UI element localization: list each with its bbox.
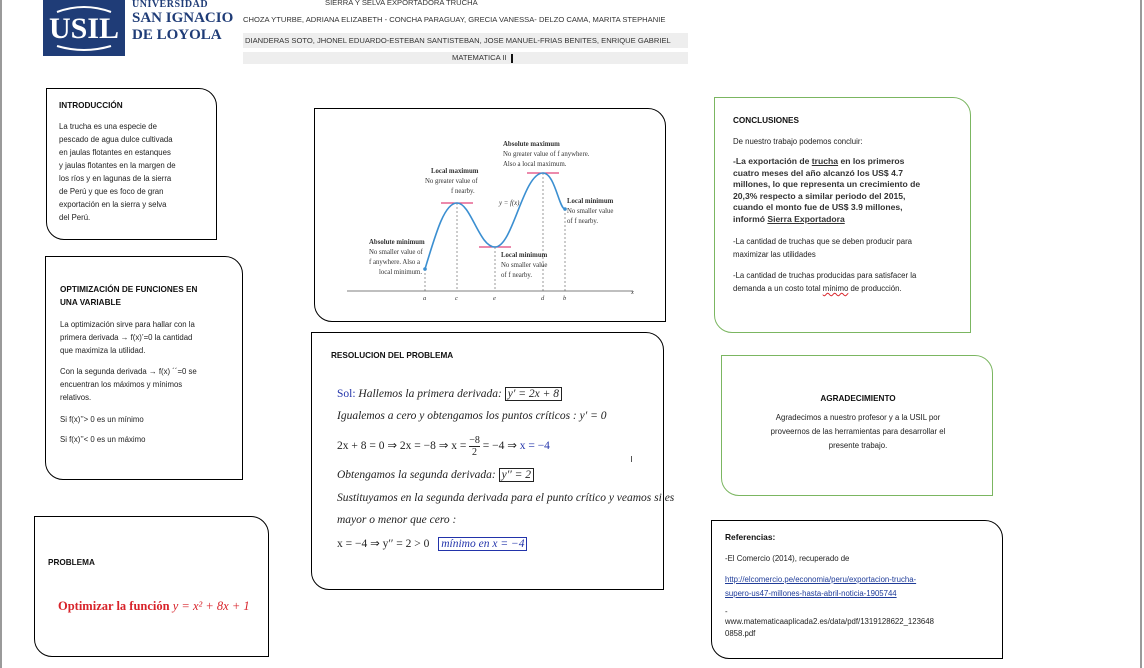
intro-text: [59, 120, 214, 224]
optimizacion-p2-line: Con la segunda derivada → f(x) ´´=0 se: [60, 367, 197, 376]
minimum-result-box: mínimo en x = −4: [438, 537, 527, 551]
optimizacion-rule-max: Si f(x)’’< 0 es un máximo: [60, 435, 146, 444]
university-line2: DE LOYOLA: [132, 27, 222, 43]
math-line-3: [337, 435, 550, 458]
math-line-5: Sustituyamos en la segunda derivada para el punto crítico y veamos si es: [337, 492, 675, 504]
intro-line: y jaulas flotantes en la margen de: [59, 161, 176, 170]
referencias-item-1: -El Comercio (2014), recuperado de: [725, 554, 850, 563]
extrema-graph: [333, 129, 649, 311]
conclusiones-bold-line: cuando el monto fue de US$ 3.9 millones,: [733, 202, 903, 213]
graph-box: [314, 108, 666, 322]
loc-min-center-title: Local minimum: [501, 252, 548, 259]
intro-line: exportación en la sierra y selva: [59, 200, 167, 209]
dashed-guides: [425, 173, 565, 291]
optimizacion-title-line1: OPTIMIZACIÓN DE FUNCIONES EN: [60, 285, 198, 294]
agradecimiento-line: Agradecimos a nuestro profesor y a la USIL por: [775, 413, 941, 422]
math-line-3-b: = −4 ⇒: [482, 440, 520, 453]
math-line-3-a: 2x + 8 = 0 ⇒ 2x = −8 ⇒ x =: [337, 440, 470, 453]
header-title-fragment: SIERRA Y SELVA EXPORTADORA TRUCHA: [325, 0, 478, 7]
math-line-1: [337, 388, 562, 400]
university-small: UNIVERSIDAD: [132, 0, 209, 10]
abs-min-line: No smaller value of: [369, 249, 423, 256]
intro-line: en jaulas flotantes en estanques: [59, 148, 171, 157]
text-span: informó: [733, 213, 768, 224]
optimizacion-p1-line: La optimización sirve para hallar con la: [60, 320, 195, 329]
text-span-underlined: trucha: [811, 156, 839, 166]
endpoint-a: [423, 267, 427, 271]
abs-max-line: No greater value of f anywhere.: [503, 151, 590, 158]
intro-title: INTRODUCCIÓN: [59, 101, 123, 110]
agradecimiento-line: proveernos de las herramientas para desarrollar el: [770, 427, 946, 436]
optimizacion-p2: [60, 365, 197, 404]
conclusiones-p2-line: maximizar las utilidades: [733, 250, 816, 259]
abs-max-line: Also a local maximum.: [503, 161, 567, 168]
conclusiones-p3: [733, 269, 916, 295]
conclusiones-title: CONCLUSIONES: [733, 116, 799, 125]
loc-max-line: f nearby.: [451, 188, 475, 195]
course-name: MATEMATICA II: [452, 53, 507, 62]
loc-min-right-line: No smaller value: [567, 208, 614, 215]
x-label-b: b: [563, 295, 567, 302]
math-line-4-text: Obtengamos la segunda derivada:: [337, 469, 496, 481]
x-label-c: c: [455, 295, 458, 302]
referencias-link-1[interactable]: [725, 573, 916, 601]
intro-line: del Perú.: [59, 213, 91, 222]
optimizacion-title: [60, 283, 197, 309]
second-derivative-box: y′′ = 2: [499, 468, 534, 482]
fraction-den: 2: [472, 447, 478, 458]
referencias-box: [711, 520, 1003, 659]
abs-min-line: f anywhere. Also a: [369, 259, 420, 266]
university-line1: SAN IGNACIO: [132, 10, 234, 26]
problema-statement-prefix: Optimizar la función: [58, 599, 173, 613]
referencias-item-2: [725, 616, 934, 640]
problema-title: PROBLEMA: [48, 558, 95, 567]
conclusiones-bold-line: [733, 214, 920, 226]
loc-min-center-line: of f nearby.: [501, 272, 533, 279]
university-name: [132, 0, 242, 44]
optimizacion-box: [45, 256, 243, 480]
referencias-dash: -: [725, 607, 728, 616]
loc-max-line: No greater value of: [425, 178, 478, 185]
authors-line-2: DIANDERAS SOTO, JHONEL EDUARDO-ESTEBAN SANTISTEBAN, JOSE MANUEL-FRIAS BENITES, ENRIQUE GABRIEL: [245, 36, 671, 45]
authors-line-1: CHOZA YTURBE, ADRIANA ELIZABETH - CONCHA PARAGUAY, GRECIA VANESSA- DELZO CAMA, MARITA STEPHANIE: [243, 15, 666, 24]
resolucion-math: [337, 385, 675, 585]
logo-text: USIL: [48, 12, 120, 45]
conclusiones-bold-line: 20,3% respecto a similar periodo del 2015,: [733, 190, 906, 201]
referencias-link-1-line: http://elcomercio.pe/economia/peru/exportacion-trucha-: [725, 575, 917, 584]
intro-line: La trucha es una especie de: [59, 122, 157, 131]
optimizacion-p2-line: relativos.: [60, 393, 92, 402]
loc-min-right-title: Local minimum: [567, 198, 614, 205]
intro-line: los ríos y en lagunas de la sierra: [59, 174, 172, 183]
fx-label: y = f(x): [499, 200, 520, 207]
agradecimiento-text: [722, 411, 994, 453]
problema-statement: [58, 599, 250, 614]
stray-cursor-mark: [631, 456, 632, 462]
usil-logo-mark: [43, 0, 125, 56]
math-line-7: [337, 536, 527, 550]
optimizacion-rule-min: Si f(x)’’> 0 es un mínimo: [60, 415, 144, 424]
loc-max-title: Local maximum: [431, 168, 479, 175]
referencias-item-2-line: 0858.pdf: [725, 629, 756, 638]
sol-label: Sol:: [337, 388, 356, 400]
text-span: -La exportación de: [733, 156, 812, 166]
loc-min-center-line: No smaller value: [501, 262, 548, 269]
math-line-4: [337, 469, 534, 481]
conclusiones-p3-line: -La cantidad de truchas producidas para satisfacer la: [733, 271, 917, 280]
optimizacion-p1-line: primera derivada → f(x)’=0 la cantidad: [60, 333, 193, 342]
conclusiones-bold: [733, 156, 920, 226]
agradecimiento-box: [721, 355, 993, 496]
critical-point: x = −4: [519, 440, 550, 453]
x-label-d: d: [541, 295, 545, 302]
resolucion-title: RESOLUCION DEL PROBLEMA: [331, 351, 454, 360]
optimizacion-p1-line: que maximiza la utilidad.: [60, 346, 146, 355]
first-derivative-box: y′ = 2x + 8: [505, 387, 562, 401]
conclusiones-bold-line: millones, lo que representa un crecimiento de: [733, 179, 921, 190]
optimizacion-p1: [60, 318, 195, 357]
math-line-7-text: x = −4 ⇒ y′′ = 2 > 0: [337, 538, 430, 550]
math-line-2: Igualemos a cero y obtengamos los puntos críticos : y′ = 0: [337, 410, 607, 422]
problema-formula: y = x² + 8x + 1: [172, 599, 250, 613]
fraction: [469, 435, 480, 458]
agradecimiento-title: AGRADECIMIENTO: [820, 394, 896, 403]
math-line-1-text: Hallemos la primera derivada:: [358, 388, 502, 400]
abs-min-line: local minimum.: [379, 269, 423, 276]
resolucion-box: [311, 332, 675, 590]
text-cursor: [511, 54, 513, 63]
intro-box: [46, 88, 217, 240]
conclusiones-p2: [733, 235, 912, 261]
text-span: en los primeros: [838, 156, 905, 166]
text-span-underlined: Sierra Exportadora: [767, 213, 845, 224]
referencias-item-2-line: www.matematicaaplicada2.es/data/pdf/1319128622_123648: [725, 617, 934, 626]
math-line-6: mayor o menor que cero :: [337, 514, 457, 526]
usil-logo: [43, 0, 125, 56]
referencias-link-1-line: supero-us47-millones-hasta-abril-noticia-1905744: [725, 589, 897, 598]
conclusiones-p3-line: [733, 282, 916, 295]
abs-max-title: Absolute maximum: [503, 141, 560, 148]
intro-line: pescado de agua dulce cultivada: [59, 135, 173, 144]
conclusiones-bold-line: [733, 156, 920, 168]
conclusiones-box: [714, 97, 971, 333]
conclusiones-bold-line: cuatro meses del año alcanzó los US$ 4.7: [733, 167, 904, 178]
optimizacion-title-line2: UNA VARIABLE: [60, 298, 121, 307]
text-span-spellcheck: mínimo: [822, 284, 849, 293]
agradecimiento-line: presente trabajo.: [828, 441, 888, 450]
text-span: demanda a un costo total: [733, 284, 823, 293]
abs-min-title: Absolute minimum: [369, 239, 425, 246]
loc-min-right-line: of f nearby.: [567, 218, 599, 225]
intro-line: de Perú y que es foco de gran: [59, 187, 164, 196]
x-label-e: e: [493, 295, 496, 302]
fraction-num: −8: [469, 435, 480, 446]
referencias-title: Referencias:: [725, 532, 776, 542]
problema-box: [34, 516, 269, 657]
text-span: de producción.: [848, 284, 902, 293]
conclusiones-p2-line: -La cantidad de truchas que se deben producir para: [733, 237, 913, 246]
optimizacion-p2-line: encuentran los máximos y mínimos: [60, 380, 183, 389]
x-label-a: a: [423, 295, 427, 302]
conclusiones-intro: De nuestro trabajo podemos concluir:: [733, 137, 863, 146]
x-axis-label: x: [631, 289, 634, 296]
